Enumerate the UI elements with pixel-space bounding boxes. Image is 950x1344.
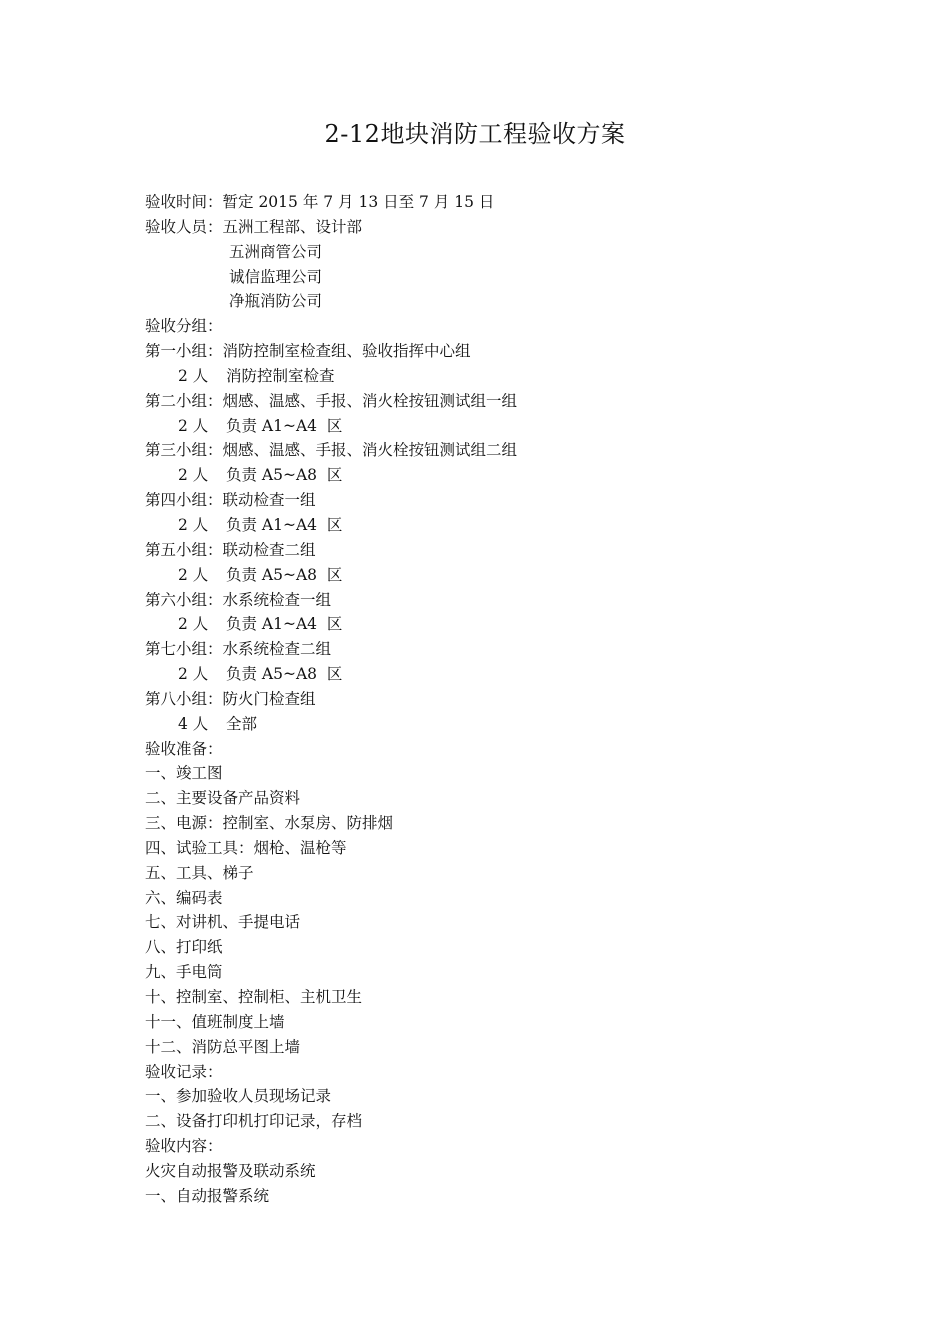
acceptance-staff: [145, 215, 845, 240]
document-title: 2-12地块消防工程验收方案: [324, 120, 626, 148]
group-detail: [145, 712, 845, 737]
record-item: 二、设备打印机打印记录，存档: [145, 1112, 363, 1131]
group-member-count: 4 人: [178, 714, 209, 733]
group-member-count: 2 人: [178, 515, 209, 534]
preparation-item: 五、工具、梯子: [145, 863, 254, 882]
record-heading: 验收记录：: [145, 1062, 223, 1081]
group-detail: [145, 513, 845, 538]
staff-item: 五洲商管公司: [229, 242, 323, 261]
preparation-item: 四、试验工具：烟枪、温枪等: [145, 838, 347, 857]
staff-item: 净瓶消防公司: [229, 292, 323, 311]
preparation-item: 八、打印纸: [145, 938, 223, 957]
staff-item: 诚信监理公司: [229, 267, 323, 286]
group-title: 第五小组：联动检查二组: [145, 540, 316, 559]
record-item: 一、参加验收人员现场记录: [145, 1087, 332, 1106]
group-detail: [145, 414, 845, 439]
group-title: 第一小组：消防控制室检查组、验收指挥中心组: [145, 342, 471, 361]
content-system: 火灾自动报警及联动系统: [145, 1161, 316, 1180]
group-task: 负责 A1~A4 区: [226, 615, 343, 634]
group-task: 负责 A5~A8 区: [226, 665, 343, 684]
group-task: 负责 A5~A8 区: [226, 565, 343, 584]
group-detail: [145, 463, 845, 488]
preparation-item: 三、电源：控制室、水泵房、防排烟: [145, 814, 394, 833]
group-task: 消防控制室检查: [226, 366, 335, 385]
group-member-count: 2 人: [178, 665, 209, 684]
group-title: 第七小组：水系统检查二组: [145, 640, 332, 659]
content-heading: 验收内容：: [145, 1137, 223, 1156]
group-task: 负责 A5~A8 区: [226, 466, 343, 485]
group-title: 第八小组：防火门检查组: [145, 689, 316, 708]
group-task: 负责 A1~A4 区: [226, 416, 343, 435]
group-task: 全部: [226, 714, 258, 733]
preparation-item: 六、编码表: [145, 888, 223, 907]
group-task: 负责 A1~A4 区: [226, 515, 343, 534]
staff-item: 五洲工程部、设计部: [222, 217, 363, 236]
preparation-item: 七、对讲机、手提电话: [145, 913, 301, 932]
preparation-item: 一、竣工图: [145, 764, 223, 783]
preparation-item: 十、控制室、控制柜、主机卫生: [145, 988, 363, 1006]
acceptance-time-value: 暂定 2015 年 7 月 13 日至 7 月 15 日: [222, 193, 495, 211]
document-body: [145, 190, 845, 1209]
group-title: 第六小组：水系统检查一组: [145, 590, 332, 609]
group-detail: [145, 662, 845, 687]
group-title: 第三小组：烟感、温感、手报、消火栓按钮测试组二组: [145, 441, 518, 460]
group-title: 第四小组：联动检查一组: [145, 491, 316, 510]
preparation-item: 二、主要设备产品资料: [145, 789, 301, 808]
group-member-count: 2 人: [178, 565, 209, 584]
group-detail: [145, 563, 845, 588]
group-member-count: 2 人: [178, 416, 209, 435]
acceptance-time: [145, 190, 845, 215]
group-member-count: 2 人: [178, 466, 209, 485]
group-member-count: 2 人: [178, 366, 209, 385]
preparation-item: 十二、消防总平图上墙: [145, 1037, 301, 1056]
preparation-item: 十一、值班制度上墙: [145, 1012, 285, 1031]
preparation-heading: 验收准备：: [145, 739, 223, 758]
group-member-count: 2 人: [178, 615, 209, 634]
group-detail: [145, 364, 845, 389]
preparation-item: 九、手电筒: [145, 963, 223, 982]
group-detail: [145, 612, 845, 637]
content-item: 一、自动报警系统: [145, 1186, 270, 1205]
group-title: 第二小组：烟感、温感、手报、消火栓按钮测试组一组: [145, 391, 518, 410]
grouping-heading: 验收分组：: [145, 317, 223, 336]
acceptance-staff-label: 验收人员：: [145, 217, 223, 236]
acceptance-time-label: 验收时间：: [145, 193, 223, 211]
